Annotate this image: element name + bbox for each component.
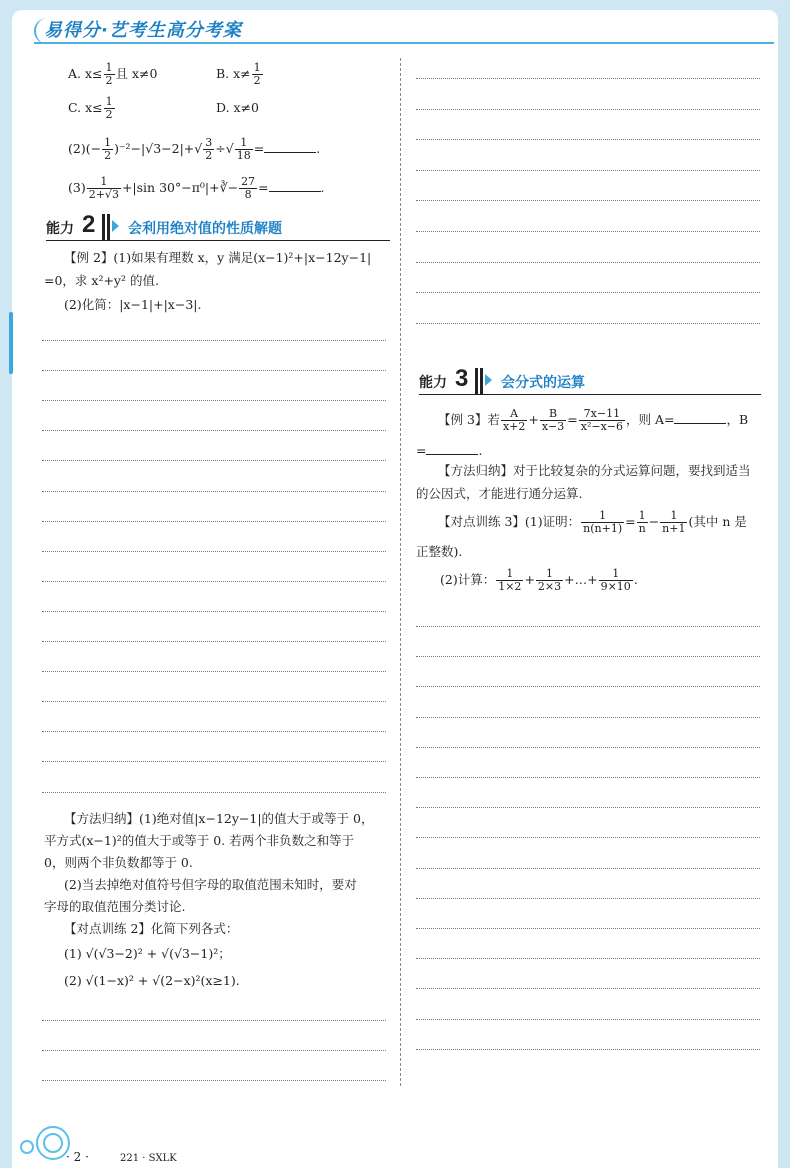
answer-line bbox=[416, 898, 760, 899]
answer-line bbox=[416, 292, 760, 293]
page-header bbox=[34, 14, 774, 44]
answer-line bbox=[42, 460, 386, 461]
question-2-part-2: (2)(− $\frac{1}{2}$ )⁻²−|√3−2|+√ $\frac{3}{2}$ ÷√ $\frac{1}{18}$ = . bbox=[68, 136, 321, 162]
section-arrow-icon bbox=[112, 220, 119, 232]
section-2-heading: 能力 2 会利用绝对值的性质解题 bbox=[46, 214, 390, 240]
answer-line bbox=[416, 109, 760, 110]
answer-line bbox=[416, 958, 760, 959]
answer-line bbox=[42, 1050, 386, 1051]
answer-line bbox=[416, 626, 760, 627]
print-code: 221 · SXLK bbox=[120, 1153, 177, 1164]
answer-line bbox=[416, 231, 760, 232]
question-2-part-3: (3) $\frac{1}{2+√3}$ +|sin 30°−π⁰|+∛− $\frac{27}{8}$ = . bbox=[68, 175, 325, 201]
answer-line bbox=[42, 761, 386, 762]
answer-line bbox=[416, 323, 760, 324]
example-2-line-2: =0，求 x²+y² 的值. bbox=[44, 273, 159, 288]
answer-line bbox=[42, 611, 386, 612]
answer-line bbox=[42, 491, 386, 492]
answer-line bbox=[42, 551, 386, 552]
answer-line bbox=[42, 430, 386, 431]
answer-line bbox=[416, 656, 760, 657]
method-2-line-1: 【方法归纳】(1)绝对值|x−12y−1|的值大于或等于 0， bbox=[64, 811, 374, 826]
answer-line bbox=[416, 717, 760, 718]
answer-line bbox=[416, 170, 760, 171]
answer-line bbox=[416, 200, 760, 201]
footer-dot-icon bbox=[20, 1140, 34, 1154]
header-rule bbox=[34, 42, 774, 44]
answer-line bbox=[42, 400, 386, 401]
training-2-item-2: (2) √(1−x)² + √(2−x)²(x≥1). bbox=[64, 973, 240, 988]
answer-line bbox=[42, 731, 386, 732]
answer-line bbox=[416, 837, 760, 838]
answer-line bbox=[416, 1019, 760, 1020]
answer-line bbox=[416, 686, 760, 687]
training-3-item-2: (2)计算： $\frac{1}{1\times 2}$ + $\frac{1}{2\times 3}$ +…+ $\frac{1}{9\times 10}$ . bbox=[440, 567, 638, 593]
side-tab-marker bbox=[9, 312, 13, 374]
answer-line bbox=[416, 1049, 760, 1050]
answer-line bbox=[416, 262, 760, 263]
answer-line bbox=[42, 340, 386, 341]
example-3-line-1: 【例 3】若 $\frac{A}{x+2}$ + $\frac{B}{x-3}$ = $\frac{7x-11}{\text{x²−x−6}}$ ，则 A= ，B bbox=[438, 407, 749, 433]
training-3-item-1-cont: 正整数). bbox=[416, 544, 463, 559]
training-2-item-1: (1) √(√3−2)² + √(√3−1)²； bbox=[64, 946, 231, 961]
column-divider bbox=[400, 58, 401, 1086]
method-2-line-3: 0，则两个非负数都等于 0. bbox=[44, 855, 193, 870]
answer-line bbox=[42, 641, 386, 642]
example-2-line-1: 【例 2】(1)如果有理数 x，y 满足(x−1)²+|x−12y−1| bbox=[64, 250, 372, 265]
training-2-title: 【对点训练 2】化简下列各式： bbox=[64, 921, 239, 936]
example-2-line-3: (2)化简：|x−1|+|x−3|. bbox=[64, 297, 202, 312]
answer-line bbox=[42, 1020, 386, 1021]
answer-line bbox=[42, 671, 386, 672]
option-d: D. x≠0 bbox=[216, 100, 259, 115]
page-number: · 2 · bbox=[66, 1150, 89, 1164]
answer-line bbox=[42, 521, 386, 522]
section-3-heading: 能力 3 会分式的运算 bbox=[419, 368, 761, 394]
answer-line bbox=[416, 807, 760, 808]
section-arrow-icon bbox=[485, 374, 492, 386]
method-2-line-5: 字母的取值范围分类讨论. bbox=[44, 899, 186, 914]
method-2-line-4: (2)当去掉绝对值符号但字母的取值范围未知时，要对 bbox=[64, 877, 357, 892]
training-3-item-1: 【对点训练 3】(1)证明： $\frac{1}{n(n+1)}$ = $\frac{1}{n}$ − $\frac{1}{n+1}$ (其中 n 是 bbox=[438, 509, 747, 535]
answer-line bbox=[42, 701, 386, 702]
answer-line bbox=[42, 581, 386, 582]
method-3-line-1: 【方法归纳】对于比较复杂的分式运算问题，要找到适当 bbox=[438, 463, 751, 478]
answer-line bbox=[416, 868, 760, 869]
answer-line bbox=[42, 370, 386, 371]
answer-line bbox=[42, 1080, 386, 1081]
example-3-line-2: = . bbox=[416, 443, 483, 458]
method-2-line-2: 平方式(x−1)²的值大于或等于 0. 若两个非负数之和等于 bbox=[44, 833, 355, 848]
method-3-line-2: 的公因式，才能进行通分运算. bbox=[416, 486, 583, 501]
option-c: C. x≤ $\frac{1}{2}$ bbox=[68, 95, 113, 121]
answer-line bbox=[416, 988, 760, 989]
option-b: B. x≠ $\frac{1}{2}$ bbox=[216, 61, 261, 87]
answer-line bbox=[416, 139, 760, 140]
header-title: 易得分·艺考生高分考案 bbox=[44, 20, 242, 41]
answer-line bbox=[416, 928, 760, 929]
answer-line bbox=[416, 777, 760, 778]
option-a: A. x≤ $\frac{1}{2}$ 且 x≠0 bbox=[68, 61, 158, 87]
answer-line bbox=[416, 747, 760, 748]
answer-line bbox=[416, 78, 760, 79]
answer-line bbox=[42, 792, 386, 793]
footer-ring-inner-icon bbox=[43, 1133, 63, 1153]
